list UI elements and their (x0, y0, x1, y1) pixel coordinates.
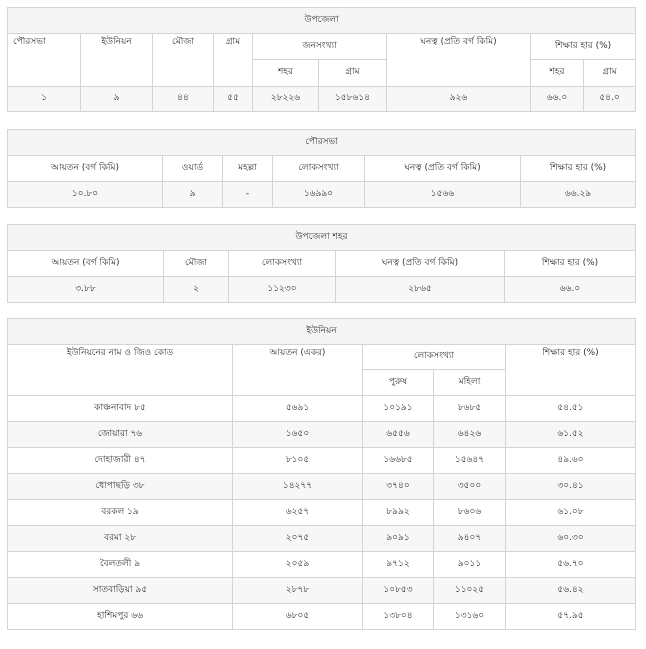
header-area: আয়তন (একর) (233, 345, 363, 396)
cell-density: ৯২৬ (387, 87, 531, 112)
union-rows (8, 396, 636, 630)
cell-area: ৩.৮৮ (8, 277, 164, 303)
cell-name: বরমা ২৮ (8, 526, 233, 552)
cell-literacy: ৬১.৫২ (506, 422, 636, 448)
cell-female: ৬৪২৬ (434, 422, 506, 448)
header-literacy: শিক্ষার হার (%) (531, 34, 636, 60)
header-female: মহিলা (434, 370, 506, 396)
header-literacy-rural: গ্রাম (584, 60, 636, 87)
cell-male: ৯৭১২ (363, 552, 434, 578)
header-population: লোকসংখ্যা (273, 156, 365, 182)
cell-ward: ৯ (163, 182, 223, 208)
cell-literacy-urban: ৬৬.০ (531, 87, 584, 112)
cell-population: ১৬৯৯০ (273, 182, 365, 208)
header-pourashava: পৌরসভা (8, 34, 81, 87)
cell-female: ১১০২৫ (434, 578, 506, 604)
header-density: ঘনত্ব (প্রতি বর্গ কিমি) (387, 34, 531, 87)
cell-area: ১৬৫০ (233, 422, 363, 448)
header-area: আয়তন (বর্গ কিমি) (8, 251, 164, 277)
cell-area: ১৪২৭৭ (233, 474, 363, 500)
cell-literacy: ৫৬.৭০ (506, 552, 636, 578)
cell-area: ২৮৭৮ (233, 578, 363, 604)
cell-area: ১০.৮০ (8, 182, 163, 208)
cell-area: ২০৭৫ (233, 526, 363, 552)
cell-male: ৯০৯১ (363, 526, 434, 552)
cell-mahalla: - (223, 182, 273, 208)
cell-female: ৮৬৮৫ (434, 396, 506, 422)
header-mahalla: মহল্লা (223, 156, 273, 182)
cell-union: ৯ (81, 87, 153, 112)
cell-female: ৯০১১ (434, 552, 506, 578)
pourashava-table (7, 129, 636, 208)
header-village: গ্রাম (214, 34, 253, 87)
cell-male: ১০১৯১ (363, 396, 434, 422)
cell-female: ১৩১৬০ (434, 604, 506, 630)
cell-male: ৮৯৯২ (363, 500, 434, 526)
header-male: পুরুষ (363, 370, 434, 396)
cell-female: ৯৪০৭ (434, 526, 506, 552)
table-row (8, 526, 636, 552)
cell-literacy: ৬১.০৮ (506, 500, 636, 526)
table-row (8, 578, 636, 604)
header-population: লোকসংখ্যা (229, 251, 336, 277)
cell-literacy: ৪৯.৬০ (506, 448, 636, 474)
table-row (8, 448, 636, 474)
header-union-name: ইউনিয়নের নাম ও জিও কোড (8, 345, 233, 396)
cell-area: ৫৬৯১ (233, 396, 363, 422)
table-row (8, 604, 636, 630)
cell-village: ৫৫ (214, 87, 253, 112)
cell-female: ৮৬০৬ (434, 500, 506, 526)
upazila-town-caption: উপজেলা শহর (8, 225, 636, 251)
cell-literacy: ৬৬.২৯ (521, 182, 636, 208)
header-density: ঘনত্ব (প্রতি বর্গ কিমি) (365, 156, 521, 182)
union-caption: ইউনিয়ন (8, 319, 636, 345)
cell-name: বৈলতলী ৯ (8, 552, 233, 578)
cell-literacy: ৩০.৪১ (506, 474, 636, 500)
cell-area: ৬৮০৫ (233, 604, 363, 630)
cell-density: ১৫৬৬ (365, 182, 521, 208)
cell-area: ৮১০৫ (233, 448, 363, 474)
table-row (8, 500, 636, 526)
cell-male: ১০৮৫৩ (363, 578, 434, 604)
cell-literacy-rural: ৫৪.০ (584, 87, 636, 112)
cell-male: ১৬৬৮৫ (363, 448, 434, 474)
cell-area: ৬২৫৭ (233, 500, 363, 526)
header-union: ইউনিয়ন (81, 34, 153, 87)
table-row (8, 422, 636, 448)
header-population: লোকসংখ্যা (363, 345, 506, 370)
cell-female: ১৫৬৪৭ (434, 448, 506, 474)
cell-population-urban: ২৮২২৬ (253, 87, 319, 112)
cell-mouza: ২ (164, 277, 229, 303)
header-literacy: শিক্ষার হার (%) (521, 156, 636, 182)
header-mouza: মৌজা (153, 34, 214, 87)
header-population: জনসংখ্যা (253, 34, 387, 60)
header-population-urban: শহর (253, 60, 319, 87)
table-row (8, 552, 636, 578)
cell-male: ১৩৮০৪ (363, 604, 434, 630)
cell-density: ২৮৬৫ (336, 277, 505, 303)
header-literacy-urban: শহর (531, 60, 584, 87)
header-density: ঘনত্ব (প্রতি বর্গ কিমি) (336, 251, 505, 277)
cell-female: ৩৫০০ (434, 474, 506, 500)
upazila-town-table (7, 224, 636, 303)
header-literacy: শিক্ষার হার (%) (506, 345, 636, 396)
cell-area: ২০৫৯ (233, 552, 363, 578)
upazila-caption: উপজেলা (8, 8, 636, 34)
cell-name: জোয়ারা ৭৬ (8, 422, 233, 448)
cell-name: হাশিমপুর ৬৬ (8, 604, 233, 630)
cell-population-rural: ১৫৮৬১৪ (319, 87, 387, 112)
cell-literacy: ৫৬.৪২ (506, 578, 636, 604)
pourashava-caption: পৌরসভা (8, 130, 636, 156)
cell-literacy: ৬০.৩০ (506, 526, 636, 552)
union-table (7, 318, 636, 630)
cell-name: দোহাজারী ৪৭ (8, 448, 233, 474)
cell-male: ৩৭৪০ (363, 474, 434, 500)
cell-pourashava: ১ (8, 87, 81, 112)
cell-name: বরকল ১৯ (8, 500, 233, 526)
cell-name: ধোপাছড়ি ৩৮ (8, 474, 233, 500)
cell-literacy: ৬৬.০ (505, 277, 636, 303)
cell-male: ৬৫৫৬ (363, 422, 434, 448)
table-row (8, 396, 636, 422)
header-population-rural: গ্রাম (319, 60, 387, 87)
upazila-table (7, 7, 636, 112)
header-literacy: শিক্ষার হার (%) (505, 251, 636, 277)
cell-name: সাতবাড়িয়া ৯৫ (8, 578, 233, 604)
cell-name: কাঞ্চনাবাদ ৮৫ (8, 396, 233, 422)
cell-population: ১১২৩০ (229, 277, 336, 303)
header-mouza: মৌজা (164, 251, 229, 277)
cell-mouza: ৪৪ (153, 87, 214, 112)
cell-literacy: ৫৭.৯৫ (506, 604, 636, 630)
table-row (8, 474, 636, 500)
header-area: আয়তন (বর্গ কিমি) (8, 156, 163, 182)
header-ward: ওয়ার্ড (163, 156, 223, 182)
cell-literacy: ৫৪.৫১ (506, 396, 636, 422)
